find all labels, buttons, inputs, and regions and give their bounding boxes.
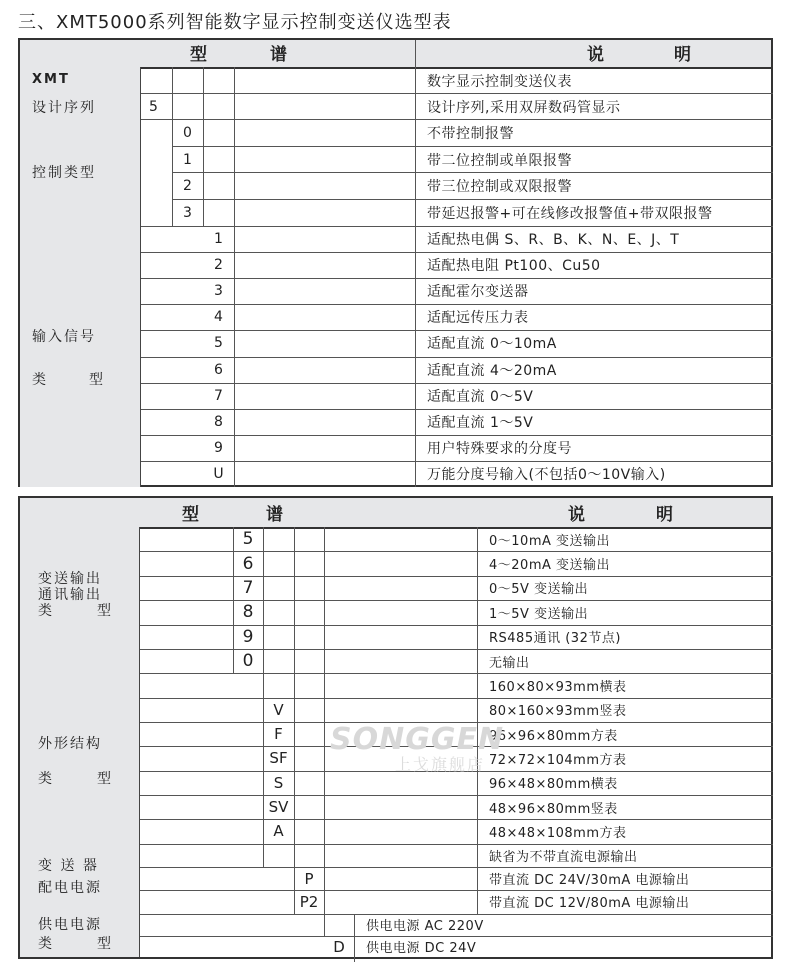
desc-cell: 48×48×108mm方表: [489, 825, 627, 841]
code-cell: A: [273, 822, 284, 841]
col-line: [477, 527, 478, 914]
desc-cell: 带二位控制或单限报警: [427, 152, 572, 169]
code-cell: 3: [214, 283, 223, 300]
desc-cell: 适配热电偶 S、R、B、K、N、E、J、T: [427, 232, 680, 249]
desc-cell: 万能分度号输入(不包括0～10V输入): [427, 466, 666, 483]
label-control-type: 控制类型: [20, 119, 141, 227]
label-power-supply-type: 供电电源 类 型: [20, 913, 140, 957]
desc-cell: 适配热电阻 Pt100、Cu50: [427, 258, 601, 275]
desc-cell: 带直流 DC 24V/30mA 电源输出: [489, 873, 690, 889]
col-line: [172, 67, 173, 120]
desc-cell: 设计序列,采用双屏数码管显示: [427, 99, 621, 116]
desc-cell: 无输出: [489, 655, 530, 671]
watermark-store: 上戈旗舰店: [395, 755, 486, 774]
desc-cell: 供电电源 AC 220V: [366, 919, 484, 935]
desc-cell: 适配直流 0～5V: [427, 388, 534, 405]
desc-cell: 80×160×93mm竖表: [489, 704, 627, 720]
header-divider: [415, 40, 416, 67]
col-line: [263, 527, 264, 867]
desc-cell: 0～10mA 变送输出: [489, 533, 611, 549]
header-desc-b: 明: [674, 45, 691, 65]
code-cell: 1: [214, 231, 223, 248]
code-cell: P2: [299, 892, 319, 911]
desc-cell: 96×48×80mm横表: [489, 777, 618, 793]
desc-cell: RS485通讯 (32节点): [489, 631, 621, 647]
code-cell: D: [333, 937, 345, 956]
header-model-a: 型: [190, 45, 207, 65]
code-cell: 7: [214, 387, 223, 404]
page-title: 三、XMT5000系列智能数字显示控制变送仪选型表: [18, 12, 452, 33]
desc-cell: 适配直流 1～5V: [427, 414, 534, 431]
code-cell: 8: [242, 602, 254, 623]
code-cell: 2: [183, 177, 192, 194]
code-cell: 6: [214, 361, 223, 378]
label-design-series: 设计序列: [20, 93, 141, 120]
label-output-type: 变送输出 通讯输出 类 型: [20, 527, 140, 674]
label-input-signal-type: 输入信号 类 型: [20, 226, 141, 487]
desc-cell: 4～20mA 变送输出: [489, 558, 611, 574]
code-cell: 7: [242, 577, 254, 598]
desc-cell: 1～5V 变送输出: [489, 606, 589, 622]
col-line: [324, 527, 325, 936]
col-line: [354, 914, 355, 962]
code-cell: 8: [214, 413, 223, 430]
code-cell: 6: [242, 553, 254, 574]
code-cell: P: [304, 869, 314, 888]
header-desc-a: 说: [568, 505, 585, 525]
selection-table-1: [18, 38, 773, 487]
col-line: [294, 527, 295, 914]
code-cell: 9: [214, 439, 223, 456]
desc-cell: 带三位控制或双限报警: [427, 178, 572, 195]
desc-cell: 带延迟报警+可在线修改报警值+带双限报警: [427, 205, 713, 222]
header-model-b: 谱: [266, 505, 283, 525]
desc-cell: 适配霍尔变送器: [427, 284, 529, 301]
col-line: [203, 67, 204, 227]
table-header: [20, 40, 771, 69]
code-cell: 1: [183, 151, 192, 168]
desc-cell: 0～5V 变送输出: [489, 582, 589, 598]
code-cell: SV: [268, 798, 289, 817]
header-desc-a: 说: [587, 45, 604, 65]
code-cell: 4: [214, 309, 223, 326]
code-cell: S: [273, 773, 284, 792]
code-cell: [294, 844, 324, 867]
code-cell: SF: [269, 749, 288, 768]
header-desc-b: 明: [656, 505, 673, 525]
code-cell: 5: [214, 335, 223, 352]
desc-cell: 48×96×80mm竖表: [489, 801, 618, 817]
code-cell: F: [274, 725, 283, 744]
code-cell: 0: [183, 124, 192, 141]
col-line: [234, 67, 235, 487]
desc-cell: 72×72×104mm方表: [489, 752, 627, 768]
code-cell: 0: [242, 651, 254, 672]
header-model-b: 谱: [270, 45, 287, 65]
desc-cell: 适配直流 0～10mA: [427, 336, 557, 353]
desc-cell: 缺省为不带直流电源输出: [489, 849, 638, 865]
label-power-distribution: 变 送 器 配电电源: [20, 843, 140, 914]
table-header: [20, 498, 771, 529]
desc-cell: 160×80×93mm横表: [489, 680, 627, 696]
label-xmt: XMT: [20, 67, 141, 94]
desc-cell: 不带控制报警: [427, 125, 514, 142]
desc-cell: 数字显示控制变送仪表: [427, 73, 572, 90]
header-model-a: 型: [182, 505, 199, 525]
code-cell: 5: [242, 529, 254, 550]
desc-cell: 适配远传压力表: [427, 310, 529, 327]
desc-cell: 用户特殊要求的分度号: [427, 440, 572, 457]
label-shape-type: 外形结构 类 型: [20, 673, 140, 844]
code-cell: V: [273, 700, 284, 719]
desc-cell: 带直流 DC 12V/80mA 电源输出: [489, 896, 690, 912]
code-cell: 3: [183, 204, 192, 221]
code-cell: 9: [242, 626, 254, 647]
code-cell: [263, 673, 294, 697]
code-cell: 2: [214, 257, 223, 274]
code-cell: U: [213, 465, 224, 482]
watermark-brand: SONGGEN: [330, 722, 505, 757]
code-cell: [324, 914, 354, 936]
code-cell: 5: [149, 98, 158, 115]
desc-cell: 供电电源 DC 24V: [366, 941, 477, 957]
desc-cell: 96×96×80mm方表: [489, 728, 618, 744]
col-line: [233, 527, 234, 673]
desc-cell: 适配直流 4～20mA: [427, 362, 557, 379]
selection-table-2: [18, 496, 773, 959]
